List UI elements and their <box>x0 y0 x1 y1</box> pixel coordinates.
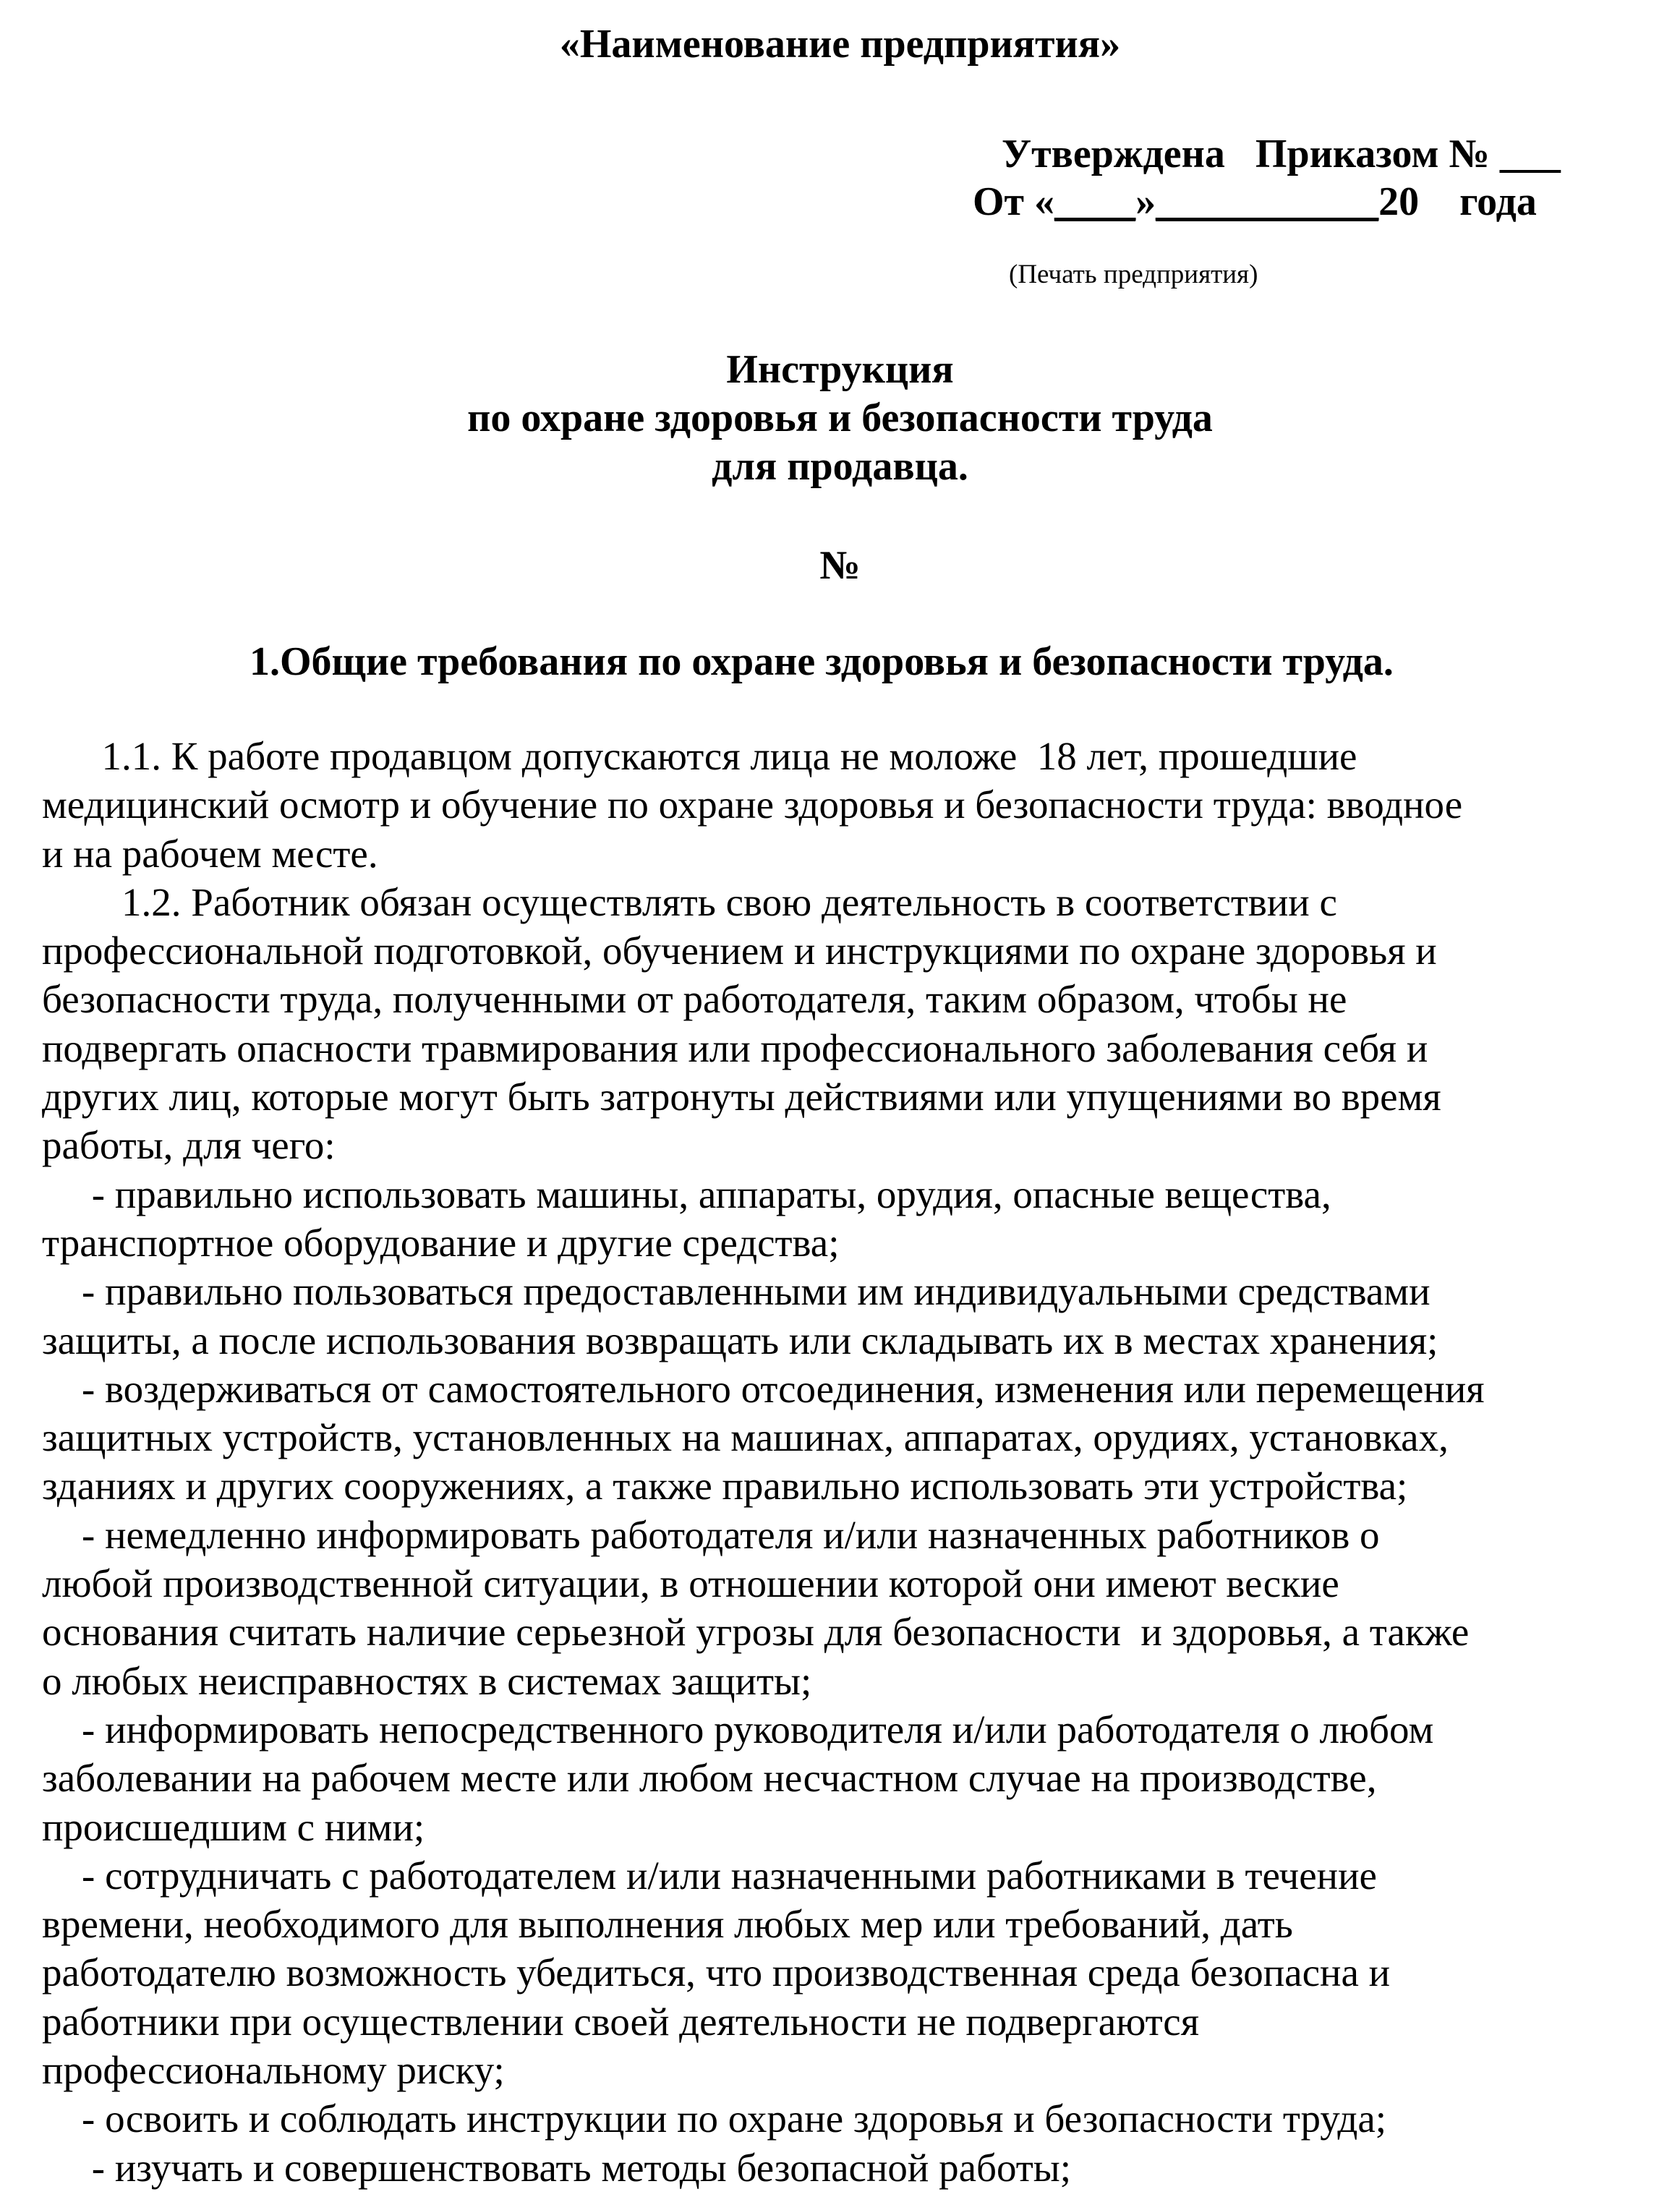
section-body <box>42 732 1640 2192</box>
body-line: медицинский осмотр и обучение по охране здоровья и безопасности труда: вводное <box>42 782 1463 827</box>
body-line: - правильно использовать машины, аппараты, орудия, опасные вещества, <box>42 1172 1331 1216</box>
body-line: 1.2. Работник обязан осуществлять свою деятельность в соответствии с <box>42 879 1337 924</box>
date-mid: » <box>1135 179 1156 224</box>
body-line: работодателю возможность убедиться, что производственная среда безопасна и <box>42 1950 1391 1995</box>
date-month-blank: ___________ <box>1156 179 1379 224</box>
body-line: основания считать наличие серьезной угрозы для безопасности и здоровья, а также <box>42 1610 1470 1655</box>
date-suffix: 20 года <box>1378 179 1537 224</box>
title-line-1: Инструкция <box>726 347 954 392</box>
body-line: 1.1. К работе продавцом допускаются лица не моложе 18 лет, прошедшие <box>42 734 1357 778</box>
section-heading: 1.Общие требования по охране здоровья и безопасности труда. <box>250 639 1394 684</box>
body-line: - правильно пользоваться предоставленными им индивидуальными средствами <box>42 1269 1430 1314</box>
document-number: № <box>819 543 861 588</box>
body-line: защиты, а после использования возвращать или складывать их в местах хранения; <box>42 1318 1438 1362</box>
company-name: «Наименование предприятия» <box>559 22 1121 67</box>
approval-date-line <box>973 178 1537 226</box>
body-line: защитных устройств, установленных на машинах, аппаратах, орудиях, установках, <box>42 1415 1449 1460</box>
title-line-2: по охране здоровья и безопасности труда <box>467 396 1213 440</box>
body-line: - воздерживаться от самостоятельного отсоединения, изменения или перемещения <box>42 1366 1485 1411</box>
body-line: работы, для чего: <box>42 1123 336 1168</box>
body-line: - освоить и соблюдать инструкции по охране здоровья и безопасности труда; <box>42 2096 1387 2141</box>
body-line: - информировать непосредственного руководителя и/или работодателя о любом <box>42 1707 1434 1752</box>
body-line: - немедленно информировать работодателя и/или назначенных работников о <box>42 1512 1380 1557</box>
body-line: транспортное оборудование и другие средства; <box>42 1220 840 1265</box>
stamp-placeholder: (Печать предприятия) <box>1009 260 1258 289</box>
body-line: о любых неисправностях в системах защиты; <box>42 1658 812 1703</box>
title-line-3: для продавца. <box>712 444 968 489</box>
body-line: - изучать и совершенствовать методы безопасной работы; <box>42 2145 1072 2190</box>
body-line: происшедшим с ними; <box>42 1804 425 1849</box>
document-title <box>0 346 1680 491</box>
approval-line: Утверждена Приказом № ___ <box>1002 132 1561 176</box>
body-line: профессиональной подготовкой, обучением и инструкциями по охране здоровья и <box>42 929 1437 973</box>
body-line: заболевании на рабочем месте или любом несчастном случае на производстве, <box>42 1756 1377 1801</box>
body-line: зданиях и других сооружениях, а также правильно использовать эти устройства; <box>42 1464 1408 1509</box>
body-line: подвергать опасности травмирования или профессионального заболевания себя и <box>42 1025 1428 1070</box>
body-line: - сотрудничать с работодателем и/или назначенными работниками в течение <box>42 1853 1377 1898</box>
date-day-blank: ____ <box>1054 179 1136 224</box>
body-line: профессиональному риску; <box>42 2048 505 2093</box>
body-line: работники при осуществлении своей деятельности не подвергаются <box>42 1999 1199 2044</box>
body-line: безопасности труда, полученными от работодателя, таким образом, чтобы не <box>42 977 1347 1022</box>
date-prefix: От « <box>973 179 1055 224</box>
body-line: любой производственной ситуации, в отношении которой они имеют веские <box>42 1561 1339 1606</box>
body-line: других лиц, которые могут быть затронуты действиями или упущениями во время <box>42 1075 1441 1119</box>
body-line: и на рабочем месте. <box>42 831 378 876</box>
body-line: времени, необходимого для выполнения любых мер или требований, дать <box>42 1902 1293 1947</box>
